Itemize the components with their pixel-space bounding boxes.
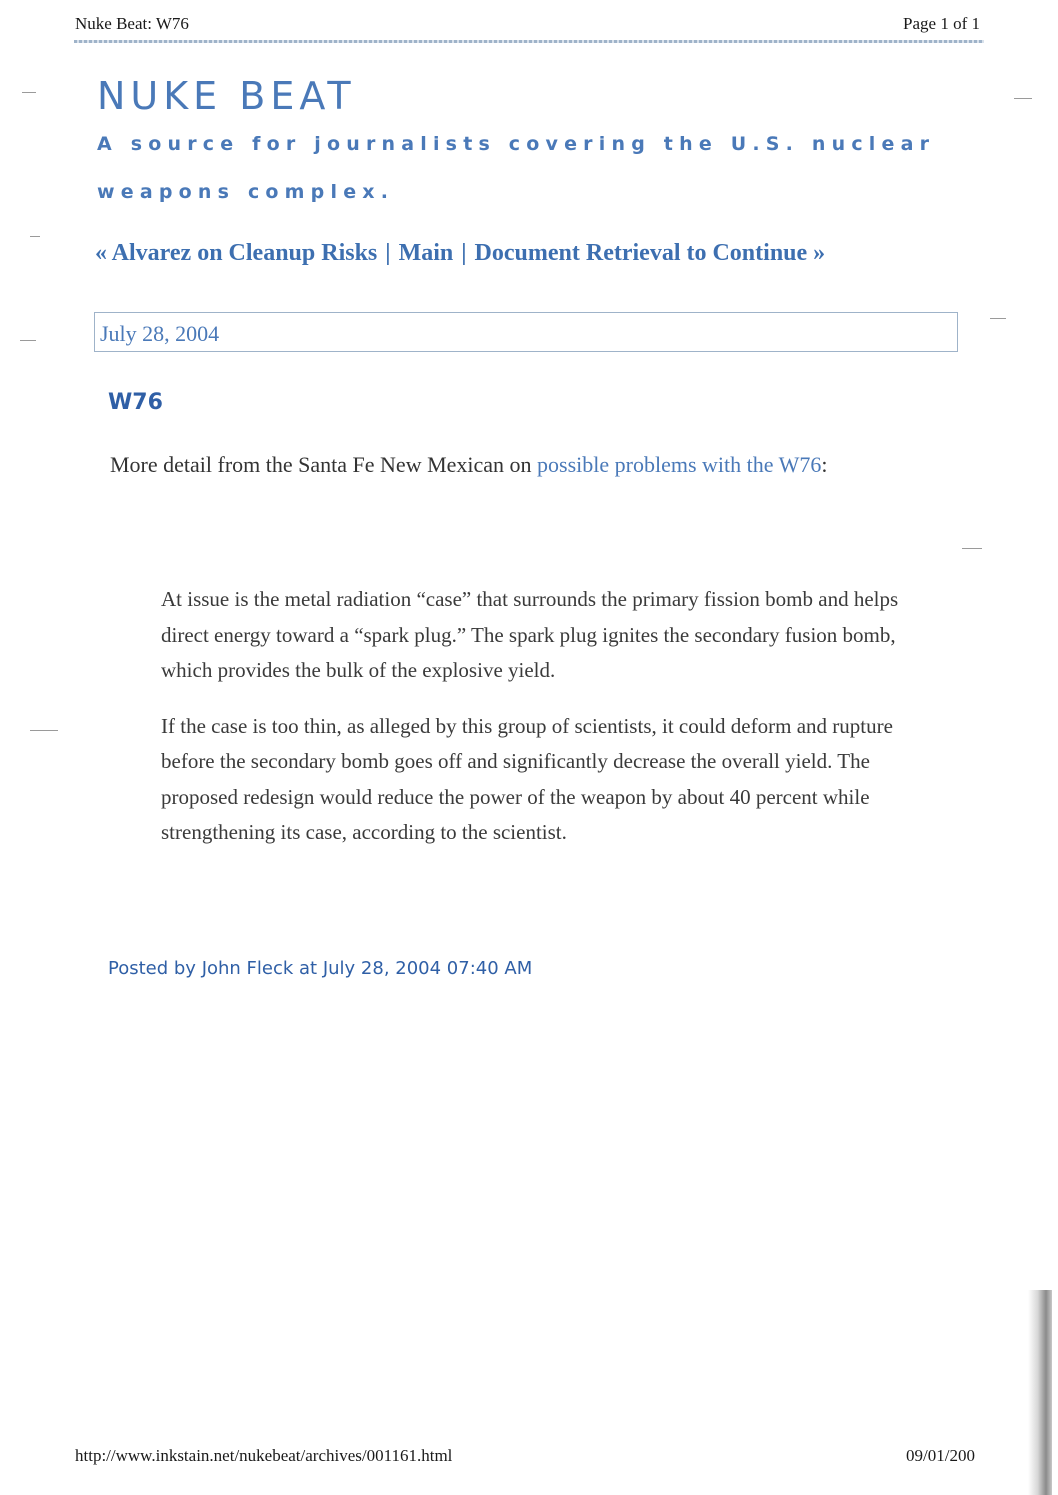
print-footer [75, 1446, 975, 1470]
blockquote [161, 582, 901, 871]
nav-separator: | [461, 240, 467, 266]
previous-post-link[interactable]: « Alvarez on Cleanup Risks [95, 240, 378, 266]
scan-speck [22, 92, 36, 93]
posted-at-label: at [293, 958, 323, 979]
print-header-rule [74, 40, 984, 43]
author-name[interactable]: John Fleck [201, 958, 294, 979]
intro-text: More detail from the Santa Fe New Mexican on [110, 452, 538, 477]
post-timestamp[interactable]: July 28, 2004 07:40 AM [322, 958, 533, 979]
print-header [75, 14, 980, 40]
print-page-number: Page 1 of 1 [903, 14, 980, 33]
posted-by-label: Posted by [108, 958, 202, 979]
main-link[interactable]: Main [398, 240, 454, 266]
scan-speck [20, 340, 36, 341]
post-footer [108, 958, 532, 979]
post-intro [110, 448, 940, 482]
intro-end: : [821, 452, 828, 477]
print-page-title: Nuke Beat: W76 [75, 14, 189, 33]
date-header [94, 312, 958, 352]
scan-speck [990, 318, 1006, 319]
print-url: http://www.inkstain.net/nukebeat/archives/001161.html [75, 1446, 453, 1465]
quote-paragraph: At issue is the metal radiation “case” that surrounds the primary fission bomb and helps direct energy toward a “spark plug.” The spark plug ignites the secondary fusion bomb, which provides the bulk of the explosive yield. [161, 587, 899, 682]
post-title: W76 [108, 390, 163, 415]
quote-paragraph: If the case is too thin, as alleged by this group of scientists, it could deform and rupture before the secondary bomb goes off and significantly decrease the overall yield. The proposed redesign would reduce the power of the weapon by about 40 percent while strengthening its case, according to the scientist. [161, 713, 893, 844]
post-navigation [95, 240, 825, 267]
scan-edge-shadow [1028, 1290, 1052, 1495]
date-header-text: July 28, 2004 [100, 321, 220, 346]
scan-speck [30, 730, 58, 731]
next-post-link[interactable]: Document Retrieval to Continue » [474, 240, 826, 266]
scan-speck [30, 236, 40, 237]
article-link[interactable]: possible problems with the W76 [537, 452, 822, 477]
site-tagline: A source for journalists covering the U.S. nuclear weapons complex. [97, 133, 936, 203]
nav-separator: | [385, 240, 391, 266]
print-date: 09/01/200 [906, 1446, 975, 1465]
scan-speck [962, 548, 982, 549]
scan-speck [1014, 98, 1032, 99]
site-title[interactable]: NUKE BEAT [97, 74, 356, 118]
